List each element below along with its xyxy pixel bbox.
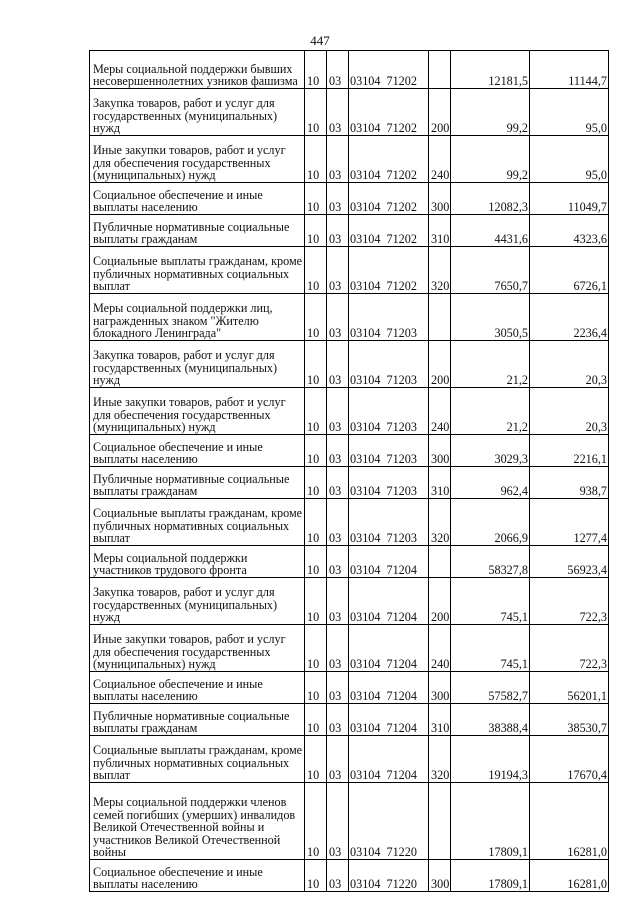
row-pr-cell: 03 <box>327 136 349 183</box>
row-name-cell: Меры социальной поддержки бывших несовершеннолетних узников фашизма <box>90 51 305 89</box>
row-rz-cell: 10 <box>305 467 327 499</box>
csr-part-a: 03104 <box>350 121 381 136</box>
row-value-2-cell: 2216,1 <box>530 435 609 467</box>
row-vr-cell <box>429 51 451 89</box>
table-row <box>90 136 609 183</box>
csr-part-a: 03104 <box>350 484 381 499</box>
row-name-cell: Социальное обеспечение и иные выплаты населению <box>90 183 305 215</box>
row-csr-cell <box>349 625 429 672</box>
row-value-1-cell: 745,1 <box>451 578 530 625</box>
row-value-1-cell: 19194,3 <box>451 736 530 783</box>
table-row <box>90 183 609 215</box>
row-name-cell: Социальные выплаты гражданам, кроме публичных нормативных социальных выплат <box>90 247 305 294</box>
csr-part-a: 03104 <box>350 326 381 341</box>
csr-part-a: 03104 <box>350 420 381 435</box>
table-row <box>90 783 609 860</box>
row-value-1-cell: 38388,4 <box>451 704 530 736</box>
row-value-2-cell: 56923,4 <box>530 546 609 578</box>
row-pr-cell: 03 <box>327 294 349 341</box>
row-vr-cell: 320 <box>429 736 451 783</box>
row-value-2-cell: 56201,1 <box>530 672 609 704</box>
row-pr-cell: 03 <box>327 499 349 546</box>
page-number: 447 <box>310 33 330 48</box>
row-csr-cell <box>349 736 429 783</box>
row-pr-cell: 03 <box>327 783 349 860</box>
row-name-cell: Публичные нормативные социальные выплаты гражданам <box>90 215 305 247</box>
row-pr-cell: 03 <box>327 89 349 136</box>
csr-part-b: 71203 <box>386 484 417 499</box>
row-value-1-cell: 17809,1 <box>451 783 530 860</box>
row-csr-cell <box>349 672 429 704</box>
row-value-2-cell: 722,3 <box>530 578 609 625</box>
row-value-2-cell: 20,3 <box>530 388 609 435</box>
csr-part-b: 71204 <box>386 689 417 704</box>
csr-part-a: 03104 <box>350 279 381 294</box>
table-body <box>90 51 609 892</box>
table-row <box>90 546 609 578</box>
row-csr-cell <box>349 51 429 89</box>
row-pr-cell: 03 <box>327 578 349 625</box>
row-name-cell: Закупка товаров, работ и услуг для государственных (муниципальных) нужд <box>90 341 305 388</box>
row-pr-cell: 03 <box>327 860 349 892</box>
csr-part-b: 71202 <box>386 200 417 215</box>
row-vr-cell <box>429 783 451 860</box>
row-csr-cell <box>349 578 429 625</box>
csr-part-b: 71202 <box>386 232 417 247</box>
row-csr-cell <box>349 294 429 341</box>
csr-part-b: 71220 <box>386 845 417 860</box>
row-pr-cell: 03 <box>327 435 349 467</box>
row-value-1-cell: 3050,5 <box>451 294 530 341</box>
row-value-2-cell: 4323,6 <box>530 215 609 247</box>
csr-part-b: 71203 <box>386 373 417 388</box>
row-csr-cell <box>349 183 429 215</box>
csr-part-b: 71204 <box>386 610 417 625</box>
row-value-1-cell: 21,2 <box>451 388 530 435</box>
row-rz-cell: 10 <box>305 388 327 435</box>
row-value-1-cell: 2066,9 <box>451 499 530 546</box>
row-name-cell: Иные закупки товаров, работ и услуг для обеспечения государственных (муниципальных) нужд <box>90 136 305 183</box>
row-name-cell: Социальные выплаты гражданам, кроме публичных нормативных социальных выплат <box>90 736 305 783</box>
table-row <box>90 578 609 625</box>
csr-part-b: 71202 <box>386 74 417 89</box>
row-value-1-cell: 745,1 <box>451 625 530 672</box>
row-csr-cell <box>349 247 429 294</box>
row-csr-cell <box>349 341 429 388</box>
table-row <box>90 89 609 136</box>
row-name-cell: Меры социальной поддержки участников трудового фронта <box>90 546 305 578</box>
row-value-1-cell: 17809,1 <box>451 860 530 892</box>
csr-part-b: 71204 <box>386 657 417 672</box>
row-value-2-cell: 95,0 <box>530 89 609 136</box>
csr-part-a: 03104 <box>350 373 381 388</box>
row-rz-cell: 10 <box>305 546 327 578</box>
row-rz-cell: 10 <box>305 435 327 467</box>
table-row <box>90 51 609 89</box>
csr-part-a: 03104 <box>350 610 381 625</box>
row-csr-cell <box>349 215 429 247</box>
row-value-1-cell: 58327,8 <box>451 546 530 578</box>
row-csr-cell <box>349 388 429 435</box>
csr-part-b: 71204 <box>386 768 417 783</box>
row-rz-cell: 10 <box>305 136 327 183</box>
csr-part-a: 03104 <box>350 74 381 89</box>
csr-part-a: 03104 <box>350 168 381 183</box>
row-vr-cell: 310 <box>429 215 451 247</box>
csr-part-b: 71204 <box>386 563 417 578</box>
row-value-2-cell: 38530,7 <box>530 704 609 736</box>
csr-part-b: 71202 <box>386 279 417 294</box>
row-value-1-cell: 99,2 <box>451 89 530 136</box>
table-row <box>90 672 609 704</box>
table-row <box>90 704 609 736</box>
row-value-2-cell: 6726,1 <box>530 247 609 294</box>
row-pr-cell: 03 <box>327 341 349 388</box>
row-name-cell: Публичные нормативные социальные выплаты гражданам <box>90 704 305 736</box>
row-csr-cell <box>349 704 429 736</box>
row-rz-cell: 10 <box>305 672 327 704</box>
row-value-1-cell: 57582,7 <box>451 672 530 704</box>
row-rz-cell: 10 <box>305 783 327 860</box>
row-csr-cell <box>349 467 429 499</box>
row-value-2-cell: 1277,4 <box>530 499 609 546</box>
row-pr-cell: 03 <box>327 247 349 294</box>
row-vr-cell: 300 <box>429 672 451 704</box>
csr-part-a: 03104 <box>350 689 381 704</box>
row-value-1-cell: 4431,6 <box>451 215 530 247</box>
csr-part-a: 03104 <box>350 721 381 736</box>
row-csr-cell <box>349 499 429 546</box>
row-csr-cell <box>349 546 429 578</box>
row-rz-cell: 10 <box>305 704 327 736</box>
csr-part-a: 03104 <box>350 200 381 215</box>
table-row <box>90 294 609 341</box>
row-name-cell: Иные закупки товаров, работ и услуг для обеспечения государственных (муниципальных) нужд <box>90 388 305 435</box>
budget-table <box>89 50 609 892</box>
row-rz-cell: 10 <box>305 215 327 247</box>
row-value-2-cell: 20,3 <box>530 341 609 388</box>
csr-part-a: 03104 <box>350 845 381 860</box>
row-rz-cell: 10 <box>305 625 327 672</box>
row-rz-cell: 10 <box>305 499 327 546</box>
row-vr-cell: 320 <box>429 247 451 294</box>
row-vr-cell: 300 <box>429 860 451 892</box>
row-rz-cell: 10 <box>305 294 327 341</box>
table-row <box>90 341 609 388</box>
row-vr-cell <box>429 294 451 341</box>
csr-part-b: 71203 <box>386 531 417 546</box>
row-vr-cell: 300 <box>429 183 451 215</box>
row-value-2-cell: 95,0 <box>530 136 609 183</box>
csr-part-a: 03104 <box>350 563 381 578</box>
row-vr-cell: 310 <box>429 467 451 499</box>
row-name-cell: Социальное обеспечение и иные выплаты населению <box>90 435 305 467</box>
row-value-1-cell: 21,2 <box>451 341 530 388</box>
row-vr-cell: 310 <box>429 704 451 736</box>
table-row <box>90 467 609 499</box>
row-name-cell: Социальное обеспечение и иные выплаты населению <box>90 860 305 892</box>
row-value-1-cell: 962,4 <box>451 467 530 499</box>
row-value-2-cell: 2236,4 <box>530 294 609 341</box>
table-row <box>90 388 609 435</box>
csr-part-b: 71203 <box>386 326 417 341</box>
table-row <box>90 860 609 892</box>
row-rz-cell: 10 <box>305 247 327 294</box>
row-rz-cell: 10 <box>305 736 327 783</box>
csr-part-b: 71203 <box>386 452 417 467</box>
row-name-cell: Социальные выплаты гражданам, кроме публичных нормативных социальных выплат <box>90 499 305 546</box>
csr-part-b: 71204 <box>386 721 417 736</box>
row-name-cell: Социальное обеспечение и иные выплаты населению <box>90 672 305 704</box>
table-row <box>90 247 609 294</box>
table-row <box>90 215 609 247</box>
row-vr-cell: 320 <box>429 499 451 546</box>
row-value-2-cell: 16281,0 <box>530 860 609 892</box>
csr-part-a: 03104 <box>350 877 381 892</box>
csr-part-b: 71202 <box>386 168 417 183</box>
row-pr-cell: 03 <box>327 51 349 89</box>
row-value-2-cell: 17670,4 <box>530 736 609 783</box>
row-csr-cell <box>349 435 429 467</box>
row-value-2-cell: 722,3 <box>530 625 609 672</box>
row-value-1-cell: 7650,7 <box>451 247 530 294</box>
row-vr-cell: 200 <box>429 89 451 136</box>
csr-part-a: 03104 <box>350 768 381 783</box>
row-name-cell: Закупка товаров, работ и услуг для государственных (муниципальных) нужд <box>90 89 305 136</box>
row-pr-cell: 03 <box>327 704 349 736</box>
table-row <box>90 499 609 546</box>
row-value-2-cell: 11049,7 <box>530 183 609 215</box>
table-row <box>90 625 609 672</box>
csr-part-a: 03104 <box>350 531 381 546</box>
row-pr-cell: 03 <box>327 183 349 215</box>
row-pr-cell: 03 <box>327 388 349 435</box>
row-vr-cell: 240 <box>429 388 451 435</box>
row-rz-cell: 10 <box>305 183 327 215</box>
row-name-cell: Закупка товаров, работ и услуг для государственных (муниципальных) нужд <box>90 578 305 625</box>
row-value-2-cell: 11144,7 <box>530 51 609 89</box>
row-value-1-cell: 12082,3 <box>451 183 530 215</box>
csr-part-a: 03104 <box>350 657 381 672</box>
row-name-cell: Меры социальной поддержки членов семей погибших (умерших) инвалидов Великой Отечественной войны и участников Великой Отечественной войны <box>90 783 305 860</box>
row-csr-cell <box>349 860 429 892</box>
csr-part-b: 71202 <box>386 121 417 136</box>
row-csr-cell <box>349 136 429 183</box>
row-rz-cell: 10 <box>305 341 327 388</box>
row-value-2-cell: 16281,0 <box>530 783 609 860</box>
table-row <box>90 736 609 783</box>
row-vr-cell: 200 <box>429 578 451 625</box>
row-value-2-cell: 938,7 <box>530 467 609 499</box>
row-vr-cell <box>429 546 451 578</box>
row-vr-cell: 240 <box>429 625 451 672</box>
row-pr-cell: 03 <box>327 736 349 783</box>
table-row <box>90 435 609 467</box>
row-value-1-cell: 12181,5 <box>451 51 530 89</box>
row-value-1-cell: 99,2 <box>451 136 530 183</box>
row-pr-cell: 03 <box>327 546 349 578</box>
row-pr-cell: 03 <box>327 215 349 247</box>
row-rz-cell: 10 <box>305 578 327 625</box>
row-vr-cell: 200 <box>429 341 451 388</box>
row-pr-cell: 03 <box>327 672 349 704</box>
csr-part-a: 03104 <box>350 452 381 467</box>
row-rz-cell: 10 <box>305 51 327 89</box>
row-rz-cell: 10 <box>305 860 327 892</box>
row-name-cell: Иные закупки товаров, работ и услуг для обеспечения государственных (муниципальных) нужд <box>90 625 305 672</box>
row-vr-cell: 300 <box>429 435 451 467</box>
row-csr-cell <box>349 783 429 860</box>
row-pr-cell: 03 <box>327 467 349 499</box>
row-pr-cell: 03 <box>327 625 349 672</box>
row-value-1-cell: 3029,3 <box>451 435 530 467</box>
row-name-cell: Меры социальной поддержки лиц, награжденных знаком "Жителю блокадного Ленинграда" <box>90 294 305 341</box>
csr-part-b: 71220 <box>386 877 417 892</box>
row-name-cell: Публичные нормативные социальные выплаты гражданам <box>90 467 305 499</box>
row-vr-cell: 240 <box>429 136 451 183</box>
csr-part-b: 71203 <box>386 420 417 435</box>
row-csr-cell <box>349 89 429 136</box>
row-rz-cell: 10 <box>305 89 327 136</box>
csr-part-a: 03104 <box>350 232 381 247</box>
